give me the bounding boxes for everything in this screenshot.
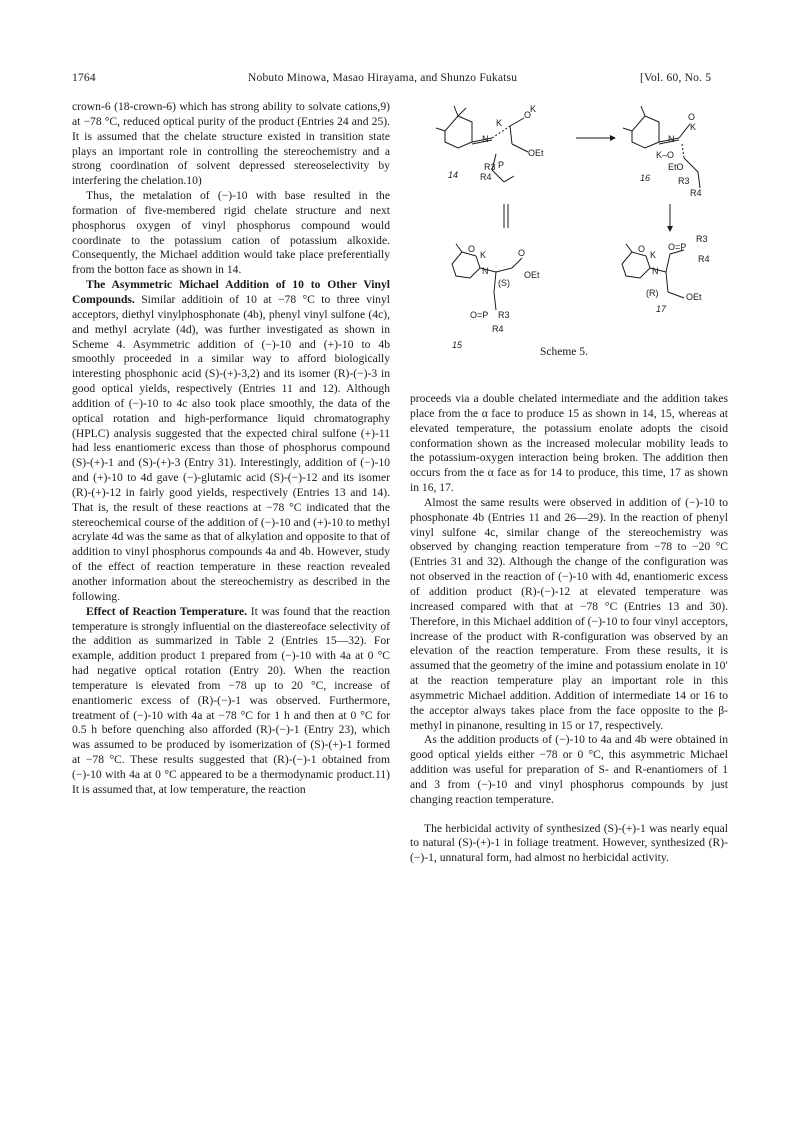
scheme-label-K: K [480,250,487,260]
scheme-label-OP: O=P [470,310,489,320]
section-heading: The Asymmetric Michael Addition of 10 to Other Vinyl Compounds. [72,278,390,306]
structure-15 [452,244,522,310]
compound-label-17: 17 [656,304,667,314]
paragraph-text: It was found that the reaction temperature is strongly influential on the diastereoface selectivity of the addition as summarized in Table 2 (Entries 15—32). For example, addition product 1 prepared from (−)-10 with 4a at 0 °C had negative optical rotation (Entry 20). When the reaction temperature is elevated from −78 up to 20 °C, increase of enantiomeric excess of (R)-(−)-1 was observed. Furthermore, treatment of (−)-10 with 4a at −78 °C for 1 h and then at 0 °C for 0.5 h before quenching also afforded (R)-(−)-1 (Entry 23), which was assumed to be produced by isomerization of (S)-(+)-1 formed at −78 °C. These results suggested that (R)-(−)-1 obtained from (−)-10 with 4a at 0 °C appeared to be a thermodynamic product.11) It is assumed that, at low temperature, the reaction [72,604,390,796]
reaction-scheme [400,86,730,361]
paragraph: proceeds via a double chelated intermediate and the addition takes place from the α face to produce 15 as shown in 14, 15, whereas at elevated temperature, the potassium enolate adopts the cisoid conformation shown as the increased molecular mobility leads to the potassium-oxygen interaction being broken. The addition then occurs from the α face as for 14 to produce, this time, 17 as shown in 16, 17. [410,392,728,495]
scheme-label-PO: O=P [668,242,687,252]
scheme-label-K: K [496,118,503,128]
scheme-label-R: (R) [646,288,659,298]
scheme-label-KO: K–O [656,150,675,160]
scheme-label-OEt: OEt [686,292,702,302]
scheme-label-R3: R3 [678,176,690,186]
scheme-label-R4: R4 [690,188,702,198]
scheme-label-OEt: OEt [524,270,540,280]
scheme-label-EtO: EtO [668,162,684,172]
scheme-label-K: K [650,250,657,260]
scheme-label-P: P [498,160,505,170]
scheme-label-R4: R4 [698,254,710,264]
paragraph: crown-6 (18-crown-6) which has strong ability to solvate cations,9) at −78 °C, reduced optical purity of the product (Entries 24 and 25). It is assumed that the chelate structure existed in transition state plays an important role in controlling the stereochemistry and a strong coordination of solvent depressed stereoselectivity by interfering the chelation.10) [72,100,390,188]
section-heading: Effect of Reaction Temperature. [86,604,248,618]
paragraph: The herbicidal activity of synthesized (S)-(+)-1 was nearly equal to natural (S)-(+)-1 in foliage treatment. However, synthesized (R)-(−)-1, unnatural form, had almost no herbicidal activity. [410,821,728,865]
compound-label-16: 16 [640,173,651,183]
paragraph: Almost the same results were observed in addition of (−)-10 to phosphonate 4b (Entries 11 and 26—29). In the reaction of phenyl vinyl sulfone 4c, similar change of the stereochemistry was observed by changing reaction temperature from −78 to −20 °C (Entries 31 and 32). Although the change of the configuration was not observed in the reaction of (−)-10 with 4d, enantiomeric excess of addition product (R)-(−)-12 at elevated temperature was increased compared with that at −78 °C (Entries 13 and 30). Therefore, in this Michael addition of (−)-10 to four vinyl acceptors, increase of the product with R-configuration was observed by an elevation of the reaction temperature. From these results, it is assumed that the geometry of the imine and potassium enolate in 10′ at the reaction temperature play an important role in this asymmetric Michael addition. Addition of intermediate 14 or 16 to the acceptor always takes place from the face opposite to the β-methyl in pinanone, resulting in 15 or 17, respectively. [410,495,728,732]
scheme-drawing [400,86,730,361]
section-paragraph [72,605,390,798]
scheme-label-O: O [524,110,532,120]
scheme-label-O: O [468,244,476,254]
scheme-label-OEt: OEt [528,148,544,158]
scheme-label-N: N [668,134,675,144]
scheme-label-O: O [688,112,696,122]
right-column [410,392,728,866]
volume-info: [Vol. 60, No. 5 [640,72,712,84]
compound-label-14: 14 [448,170,459,180]
scheme-label-R4: R4 [480,172,492,182]
page-number: 1764 [72,72,96,84]
scheme-label-S: (S) [498,278,510,288]
section-paragraph [72,278,390,605]
paragraph-text: Similar additioin of 10 at −78 °C to three vinyl acceptors, diethyl vinylphosphonate (4b), phenyl vinyl sulfone (4c), and methyl acrylate (4d), was further investigated as shown in Scheme 4. Asymmetric addition of (−)-10 and (+)-10 to 4b smoothly proceeded in a similar way to afford biologically interesting phosphonic acid (S)-(+)-3,2) and its isomer (R)-(−)-3 in good optical yields, respectively (Entries 11 and 12). Although addition of (−)-10 to 4c also took place smoothly, the data of the optical rotation and high-performance liquid chromatography (HPLC) analysis suggested that the expected chiral sulfone (+)-11 had less enantiomeric excess than those of phosphorus compound (S)-(+)-1 and (S)-(+)-3 (Entry 31). Interestingly, addition of (−)-10 and (+)-10 to 4d gave (−)-glutamic acid (S)-(−)-12 and its isomer (R)-(+)-12 in fairly good yields, respectively (Entries 13 and 14). That is, the result of these reactions at −78 °C indicated that the stereochemical course of the addition of (−)-10 and (+)-10 to methyl acrylate 4d was the same as that of alkylation and opposite to that of addition to vinyl phosphorus compounds 4a and 4b. However, study of the effect of reaction temperature in these reaction revealed another information about the stereochemistry as described in the following. [72,292,390,603]
scheme-label-R4: R4 [492,324,504,334]
scheme-label-K: K [530,104,537,114]
scheme-label-N: N [482,266,489,276]
arrow-head [667,226,673,232]
scheme-label-R3: R3 [696,234,708,244]
scheme-label-R3: R3 [498,310,510,320]
paragraph: Thus, the metalation of (−)-10 with base resulted in the formation of five-membered rigid chelate structure and next phosphorus oxygen of vinyl phosphorus compound would coordinate to the potassium cation of potassium alkoxide. Consequently, the Michael addition would take place preferentially from the botton face as shown in 14. [72,189,390,277]
scheme-label-N: N [482,134,489,144]
scheme-label-N: N [652,266,659,276]
paragraph: As the addition products of (−)-10 to 4a and 4b were obtained in good optical yields either −78 or 0 °C, this asymmetric Michael addition was useful for preparation of S- and R-enantiomers of 1 and 3 from (−)-10 and vinyl phosphorus compounds by just changing reaction temperature. [410,733,728,806]
compound-label-15: 15 [452,340,463,350]
running-header-authors: Nobuto Minowa, Masao Hirayama, and Shunzo Fukatsu [248,72,518,84]
scheme-label-R3: R3 [484,162,496,172]
scheme-label-O: O [518,248,526,258]
scheme-caption: Scheme 5. [540,346,588,358]
scheme-label-K: K [690,122,697,132]
arrow-head [610,135,616,141]
left-column [72,100,390,798]
scheme-label-O: O [638,244,646,254]
